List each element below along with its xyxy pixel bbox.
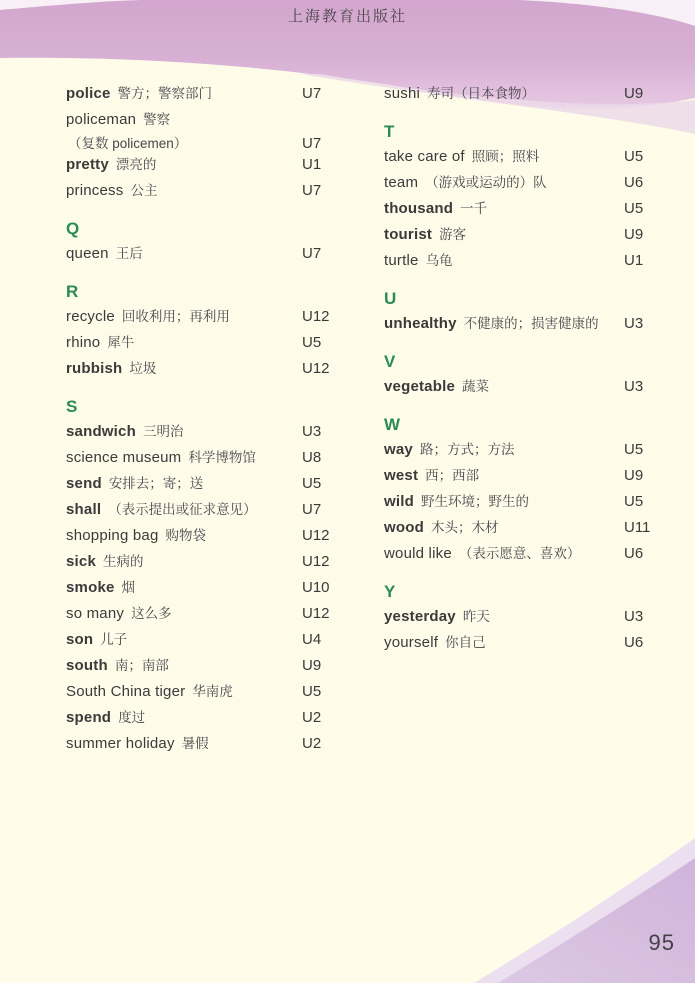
entry-word: tourist <box>384 226 433 243</box>
entry-sandwich <box>66 422 338 448</box>
entry-definition: 公主 <box>130 183 158 198</box>
entry-word-line <box>384 314 624 334</box>
entry-way <box>384 440 656 466</box>
entry-definition: 乌龟 <box>425 253 453 268</box>
entry-definition: （表示愿意、喜欢） <box>458 546 581 561</box>
section-letter-v: V <box>384 352 396 371</box>
entry-thousand <box>384 199 656 225</box>
entry-word-line <box>66 682 302 702</box>
entry-word: thousand <box>384 200 454 217</box>
entry-unit: U5 <box>624 200 644 217</box>
entry-yourself <box>384 633 656 659</box>
entry-word-line <box>66 359 302 379</box>
entry-word: unhealthy <box>384 315 457 332</box>
entry-word-line <box>384 633 624 653</box>
entry-tourist <box>384 225 656 251</box>
entry-wood <box>384 518 656 544</box>
entry-definition: 你自己 <box>445 635 486 650</box>
section-letter-w: W <box>384 415 401 434</box>
entry-wild <box>384 492 656 518</box>
entry-unit: U6 <box>624 174 644 191</box>
section-letter-s: S <box>66 397 78 416</box>
entry-pretty <box>66 155 338 181</box>
entry-word-line <box>384 544 624 564</box>
entry-word: sandwich <box>66 423 136 440</box>
entry-unit: U11 <box>624 519 651 536</box>
entry-unit: U9 <box>624 467 644 484</box>
entry-spend <box>66 708 338 734</box>
entry-word-line <box>66 630 302 650</box>
entry-definition: 垃圾 <box>129 361 157 376</box>
entry-south-china-tiger <box>66 682 338 708</box>
entry-recycle <box>66 307 338 333</box>
entry-second-line <box>66 132 338 155</box>
entry-unit: U7 <box>302 135 322 152</box>
entry-definition: （游戏或运动的）队 <box>425 175 547 190</box>
entry-word: way <box>384 441 413 458</box>
entry-unit: U2 <box>302 735 322 752</box>
entry-word: summer holiday <box>66 735 175 752</box>
entry-word: police <box>66 85 111 102</box>
entry-definition: 路；方式；方法 <box>419 442 515 457</box>
entry-word: would like <box>384 545 452 562</box>
entry-send <box>66 474 338 500</box>
entry-word-line <box>66 181 302 201</box>
entry-unit: U8 <box>302 449 322 466</box>
entry-word-line <box>66 333 302 353</box>
entry-definition: （表示提出或征求意见） <box>108 502 257 517</box>
entry-unit: U9 <box>624 85 644 102</box>
entry-word-line <box>384 377 624 397</box>
entry-definition: 野生环境；野生的 <box>420 494 529 509</box>
entry-word: pretty <box>66 156 109 173</box>
entry-word: turtle <box>384 252 419 269</box>
entry-policeman <box>66 110 338 155</box>
entry-word-line <box>66 84 302 104</box>
entry-so-many <box>66 604 338 630</box>
entry-unit: U2 <box>302 709 322 726</box>
entry-unit: U7 <box>302 182 322 199</box>
entry-word-line <box>66 604 302 624</box>
entry-word: shopping bag <box>66 527 159 544</box>
entry-definition: 蔬菜 <box>462 379 489 394</box>
entry-word: rhino <box>66 334 101 351</box>
entry-definition: 西；西部 <box>425 468 480 483</box>
entry-unit: U4 <box>302 631 322 648</box>
entry-yesterday <box>384 607 656 633</box>
entry-unit: U1 <box>624 252 644 269</box>
entry-summer-holiday <box>66 734 338 760</box>
entry-unit: U5 <box>624 148 644 165</box>
entry-princess <box>66 181 338 207</box>
entry-would-like <box>384 544 656 570</box>
entry-word: shall <box>66 501 102 518</box>
entry-word: wild <box>384 493 414 510</box>
entry-definition: 度过 <box>118 710 146 725</box>
entry-word-line <box>384 147 624 167</box>
entry-word: spend <box>66 709 112 726</box>
entry-word-line <box>66 734 302 754</box>
glossary-left-column <box>66 84 338 760</box>
entry-word: vegetable <box>384 378 455 395</box>
entry-science-museum <box>66 448 338 474</box>
entry-word-line <box>384 466 624 486</box>
entry-word-line <box>384 440 624 460</box>
entry-queen <box>66 244 338 270</box>
entry-unit: U12 <box>302 605 330 622</box>
entry-definition: 警方；警察部门 <box>117 86 213 101</box>
entry-unit: U9 <box>302 657 322 674</box>
entry-west <box>384 466 656 492</box>
entry-word-line <box>384 173 624 193</box>
glossary-right-column <box>384 84 656 659</box>
entry-definition: 华南虎 <box>192 684 233 699</box>
entry-shopping-bag <box>66 526 338 552</box>
entry-definition: 王后 <box>115 246 143 261</box>
entry-son <box>66 630 338 656</box>
entry-unit: U12 <box>302 308 330 325</box>
entry-word-line <box>384 225 624 245</box>
entry-word: smoke <box>66 579 115 596</box>
entry-word-line <box>384 251 624 271</box>
section-letter-q: Q <box>66 219 80 238</box>
entry-word: South China tiger <box>66 683 186 700</box>
entry-word-line <box>384 84 624 104</box>
entry-unit: U9 <box>624 226 644 243</box>
entry-definition: 不健康的；损害健康的 <box>463 316 599 331</box>
entry-definition: 游客 <box>439 227 467 242</box>
entry-word-line <box>384 607 624 627</box>
entry-word-line <box>384 492 624 512</box>
entry-south <box>66 656 338 682</box>
entry-word: team <box>384 174 419 191</box>
entry-unit: U5 <box>302 683 322 700</box>
entry-unhealthy <box>384 314 656 340</box>
entry-definition: 这么多 <box>131 606 172 621</box>
entry-smoke <box>66 578 338 604</box>
entry-word-line <box>66 552 302 572</box>
entry-definition: 烟 <box>121 580 136 595</box>
entry-shall <box>66 500 338 526</box>
entry-unit: U5 <box>624 441 644 458</box>
entry-unit: U3 <box>624 315 644 332</box>
section-letter-r: R <box>66 282 79 301</box>
entry-word-line <box>384 518 624 538</box>
entry-word: send <box>66 475 102 492</box>
entry-unit: U12 <box>302 360 330 377</box>
entry-rubbish <box>66 359 338 385</box>
entry-sick <box>66 552 338 578</box>
entry-definition: 犀牛 <box>107 335 135 350</box>
entry-word: rubbish <box>66 360 123 377</box>
entry-word: son <box>66 631 94 648</box>
entry-word-line <box>66 656 302 676</box>
entry-definition: 三明治 <box>142 424 184 439</box>
entry-word: policeman <box>66 111 137 128</box>
entry-vegetable <box>384 377 656 403</box>
entry-word-line <box>66 422 302 442</box>
entry-sushi <box>384 84 656 110</box>
entry-rhino <box>66 333 338 359</box>
entry-unit: U12 <box>302 553 330 570</box>
section-letter-y: Y <box>384 582 396 601</box>
entry-word: queen <box>66 245 109 262</box>
entry-unit: U7 <box>302 501 322 518</box>
entry-unit: U10 <box>302 579 330 596</box>
entry-word: recycle <box>66 308 115 325</box>
section-letter-t: T <box>384 122 395 141</box>
entry-turtle <box>384 251 656 277</box>
entry-word-line <box>384 199 624 219</box>
entry-word-line <box>66 500 302 520</box>
entry-definition: 一千 <box>460 201 488 216</box>
entry-unit: U5 <box>624 493 644 510</box>
entry-definition: 木头；木材 <box>430 520 499 535</box>
entry-definition-note: （复数 policemen） <box>68 136 188 151</box>
entry-word: south <box>66 657 108 674</box>
entry-definition: 购物袋 <box>165 528 206 543</box>
entry-word-line <box>66 155 302 175</box>
entry-word: wood <box>384 519 424 536</box>
entry-definition: 生病的 <box>103 554 144 569</box>
entry-word: yesterday <box>384 608 456 625</box>
entry-word: take care of <box>384 148 465 165</box>
entry-unit: U7 <box>302 245 322 262</box>
entry-word: sick <box>66 553 96 570</box>
entry-unit: U7 <box>302 85 322 102</box>
entry-word-line <box>66 474 302 494</box>
entry-word-line <box>66 244 302 264</box>
entry-word: so many <box>66 605 125 622</box>
entry-definition: 漂亮的 <box>115 157 157 172</box>
entry-word: princess <box>66 182 124 199</box>
entry-definition: 暑假 <box>181 736 209 751</box>
entry-definition: 回收利用；再利用 <box>121 309 230 324</box>
entry-team <box>384 173 656 199</box>
entry-word-line <box>66 110 338 132</box>
entry-word-line <box>66 708 302 728</box>
section-letter-u: U <box>384 289 397 308</box>
entry-unit: U5 <box>302 475 322 492</box>
entry-definition: 昨天 <box>462 609 490 624</box>
entry-unit: U12 <box>302 527 330 544</box>
entry-unit: U1 <box>302 156 322 173</box>
entry-word-line <box>66 526 302 546</box>
entry-unit: U6 <box>624 545 644 562</box>
entry-unit: U5 <box>302 334 322 351</box>
entry-word: yourself <box>384 634 439 651</box>
entry-unit: U3 <box>624 608 644 625</box>
entry-unit: U3 <box>302 423 322 440</box>
entry-police <box>66 84 338 110</box>
entry-definition: 科学博物馆 <box>188 450 256 465</box>
entry-definition: 安排去；寄；送 <box>108 476 204 491</box>
entry-definition: 警察 <box>143 112 171 127</box>
entry-definition: 照顾；照料 <box>471 149 540 164</box>
entry-word-line <box>66 307 302 327</box>
entry-word: science museum <box>66 449 182 466</box>
entry-definition: 儿子 <box>100 632 128 647</box>
entry-unit: U6 <box>624 634 644 651</box>
publisher-header: 上海教育出版社 <box>287 9 407 25</box>
entry-word-line <box>66 578 302 598</box>
entry-word-line <box>66 448 302 468</box>
entry-definition: 寿司（日本食物） <box>427 86 536 101</box>
entry-word: west <box>384 467 419 484</box>
entry-word: sushi <box>384 85 421 102</box>
entry-definition: 南；南部 <box>114 658 169 673</box>
entry-unit: U3 <box>624 378 644 395</box>
page-number: 95 <box>648 930 675 955</box>
entry-take-care-of <box>384 147 656 173</box>
